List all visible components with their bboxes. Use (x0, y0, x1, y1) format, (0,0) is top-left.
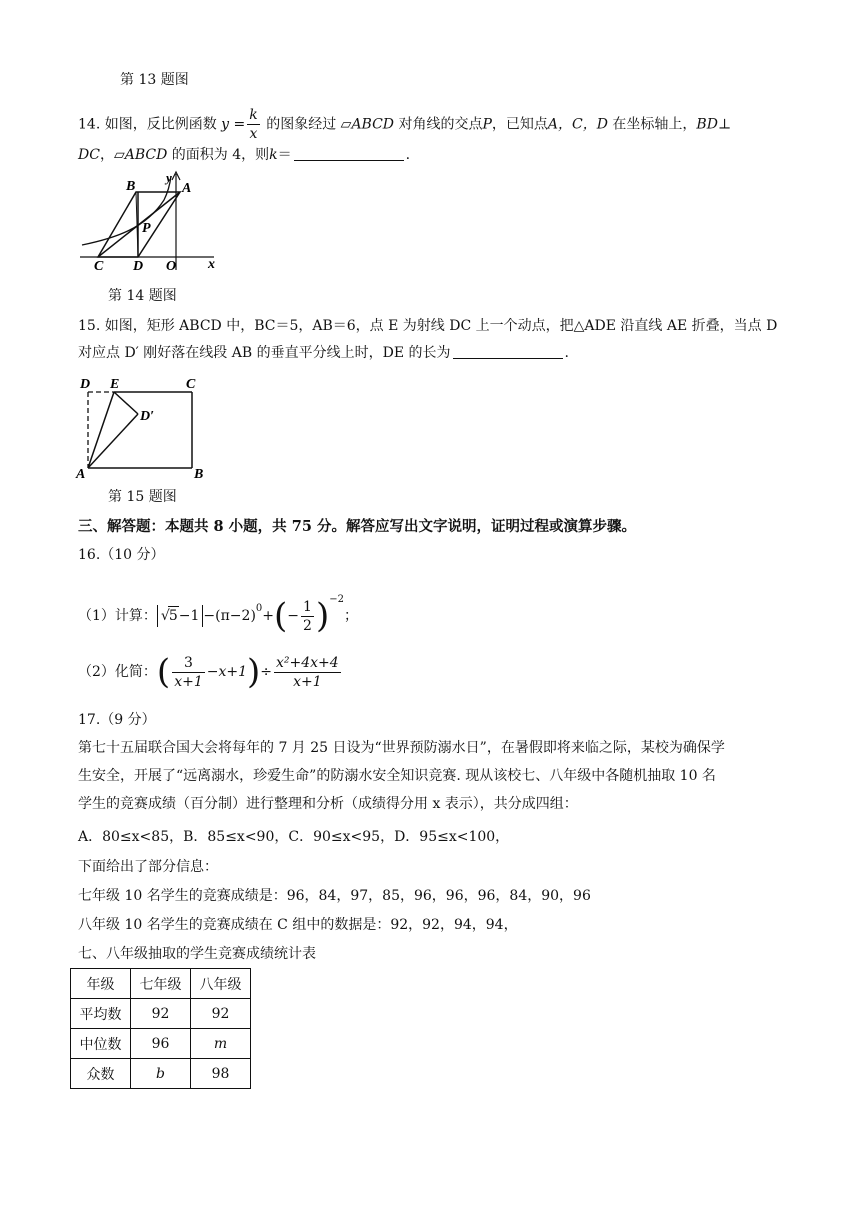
table-header-cell: 年级 (71, 969, 131, 999)
q16-exp0: 0 (255, 603, 263, 614)
q16-half (301, 598, 314, 635)
fig15-caption: 第 15 题图 (108, 489, 177, 505)
table-cell: 众数 (71, 1059, 131, 1089)
q16-p2-num2: x²+4x+4 (276, 654, 339, 671)
table-cell: b (131, 1059, 191, 1089)
q15-answer-blank (453, 344, 563, 359)
q17-line-8: 七、八年级抽取的学生竞赛成绩统计表 (78, 946, 316, 962)
parallelogram-icon: ▱ (340, 116, 352, 133)
q14-y-eq: y = (221, 116, 246, 133)
q16-sqrt-arg: 5 (168, 608, 178, 624)
q16-rparen: ) (315, 596, 330, 636)
fig14-label-y: y (166, 170, 172, 185)
q14-prefix: 14. 如图，反比例函数 (78, 116, 217, 133)
table-row (71, 999, 251, 1029)
q16-p2-frac2 (274, 654, 341, 691)
q17-line-6: 七年级 10 名学生的竞赛成绩是：96，84，97，85，96，96，96，84，90，96 (78, 888, 591, 904)
q17-line-1: 第七十五届联合国大会将每年的 7 月 25 日设为“世界预防溺水日”，在暑假即将来临之际，某校为确保学 (78, 740, 725, 756)
fig15-label-dprime: D′ (140, 409, 155, 424)
q14-line1 (78, 106, 731, 143)
q16-pi-term: −(π−2) (203, 608, 256, 624)
table-header-row (71, 969, 251, 999)
table-header-cell: 八年级 (191, 969, 251, 999)
fig14-label-p: P (142, 221, 151, 236)
q14-abcd-2: ABCD (124, 147, 168, 163)
q14-line2 (78, 145, 410, 165)
q17-line-3: 学生的竞赛成绩（百分制）进行整理和分析（成绩得分用 x 表示），共分成四组： (78, 796, 578, 812)
fig15-label-d: D (80, 377, 91, 392)
table-cell: m (191, 1029, 251, 1059)
q14-mid4: 在坐标轴上， (612, 116, 697, 133)
q17-title: 17.（9 分） (78, 712, 156, 728)
fig14-label-c: C (94, 259, 104, 274)
q14-points: A，C，D (547, 116, 608, 133)
q16-exp-neg2: −2 (329, 594, 344, 605)
q14-perp: ⊥ (717, 116, 732, 133)
q15-line1: 15. 如图，矩形 ABCD 中，BC＝5，AB＝6，点 E 为射线 DC 上一个动点，把△ADE 沿直线 AE 折叠，当点 D (78, 318, 778, 334)
table-cell: 平均数 (71, 999, 131, 1029)
q16-p2-label: （2）化简： (78, 664, 157, 680)
q16-p2-den2: x+1 (293, 673, 322, 690)
q14-frac-num: k (249, 107, 258, 123)
q16-p2-rparen: ) (247, 652, 261, 692)
table-cell: 92 (131, 999, 191, 1029)
q14-dc: DC (78, 147, 100, 163)
fig15-label-b: B (194, 467, 204, 480)
fig15-label-e: E (110, 377, 120, 392)
fig14-diagram (76, 170, 226, 275)
q14-mid2: 对角线的交点 (398, 116, 483, 133)
q14-p: P (482, 116, 492, 133)
q15-line2 (78, 343, 569, 363)
table-cell: 92 (191, 999, 251, 1029)
fig15-label-c: C (186, 377, 196, 392)
q14-area-text: 的面积为 4，则 (171, 147, 270, 163)
q16-half-num: 1 (303, 598, 312, 615)
q16-p2-den1: x+1 (174, 673, 203, 690)
q14-answer-blank (294, 146, 404, 161)
q17-line-2: 生安全，开展了“远离溺水，珍爱生命”的防溺水安全知识竞赛. 现从该校七、八年级中各随机抽取 10 名 (78, 768, 716, 784)
fig13-caption: 第 13 题图 (120, 72, 189, 88)
q16-minus1: −1 (178, 608, 200, 624)
q14-k: k (269, 147, 278, 163)
q17-stats-table (70, 968, 251, 1089)
table-row (71, 1059, 251, 1089)
table-row (71, 1029, 251, 1059)
q14-eq: ＝ (277, 147, 292, 163)
q14-bd: BD (696, 116, 718, 133)
table-cell: 98 (191, 1059, 251, 1089)
q15-end: . (564, 345, 569, 361)
table-cell: 中位数 (71, 1029, 131, 1059)
q17-line-5: 下面给出了部分信息： (78, 859, 218, 875)
q16-neg: − (287, 608, 300, 624)
q16-p2-mid: −x+1 (206, 664, 247, 680)
q16-part2 (78, 650, 343, 700)
fig14-label-a: A (182, 181, 192, 196)
q16-p1-end: ； (343, 608, 358, 624)
fig14-label-o: O (166, 259, 177, 274)
fig15-label-a: A (76, 467, 86, 480)
q16-p2-div: ÷ (260, 664, 272, 680)
q16-p2-frac1 (172, 654, 205, 691)
q16-half-den: 2 (303, 617, 312, 634)
q15-line2-text: 对应点 D′ 刚好落在线段 AB 的垂直平分线上时，DE 的长为 (78, 345, 451, 361)
fig15-fold-ae (88, 392, 114, 468)
q17-line-7: 八年级 10 名学生的竞赛成绩在 C 组中的数据是：92，92，94，94， (78, 917, 518, 933)
fig14-label-x: x (208, 257, 215, 272)
q16-plus: + (262, 608, 275, 624)
section3-heading: 三、解答题：本题共 8 小题，共 75 分。解答应写出文字说明，证明过程或演算步骤。 (78, 518, 636, 535)
q16-title: 16.（10 分） (78, 547, 165, 563)
q14-end: . (405, 147, 411, 163)
q14-fraction (247, 106, 259, 143)
q14-comma: ， (99, 147, 114, 163)
q14-abcd: ABCD (351, 116, 395, 133)
q14-mid3: ，已知点 (491, 116, 548, 133)
q16-p2-num1: 3 (172, 654, 205, 673)
fig15-diagram (74, 372, 214, 480)
q17-line-4: A．80≤x<85，B．85≤x<90，C．90≤x<95，D．95≤x<100， (78, 829, 510, 845)
q14-mid: 的图象经过 (266, 116, 337, 133)
q16-p1-label: （1）计算： (78, 608, 157, 624)
q14-frac-den: x (249, 126, 258, 142)
fig14-label-d: D (133, 259, 144, 274)
table-header-cell: 七年级 (131, 969, 191, 999)
q16-abs-value (157, 605, 203, 627)
table-cell: 96 (131, 1029, 191, 1059)
fig14-label-b: B (126, 179, 136, 194)
fig14-caption: 第 14 题图 (108, 288, 177, 304)
q16-p2-lparen: ( (156, 652, 171, 692)
q16-lparen: ( (274, 596, 288, 636)
parallelogram-icon-2: ▱ (113, 147, 125, 163)
q16-part1 (78, 578, 358, 636)
sqrt-icon: √ (160, 608, 170, 624)
